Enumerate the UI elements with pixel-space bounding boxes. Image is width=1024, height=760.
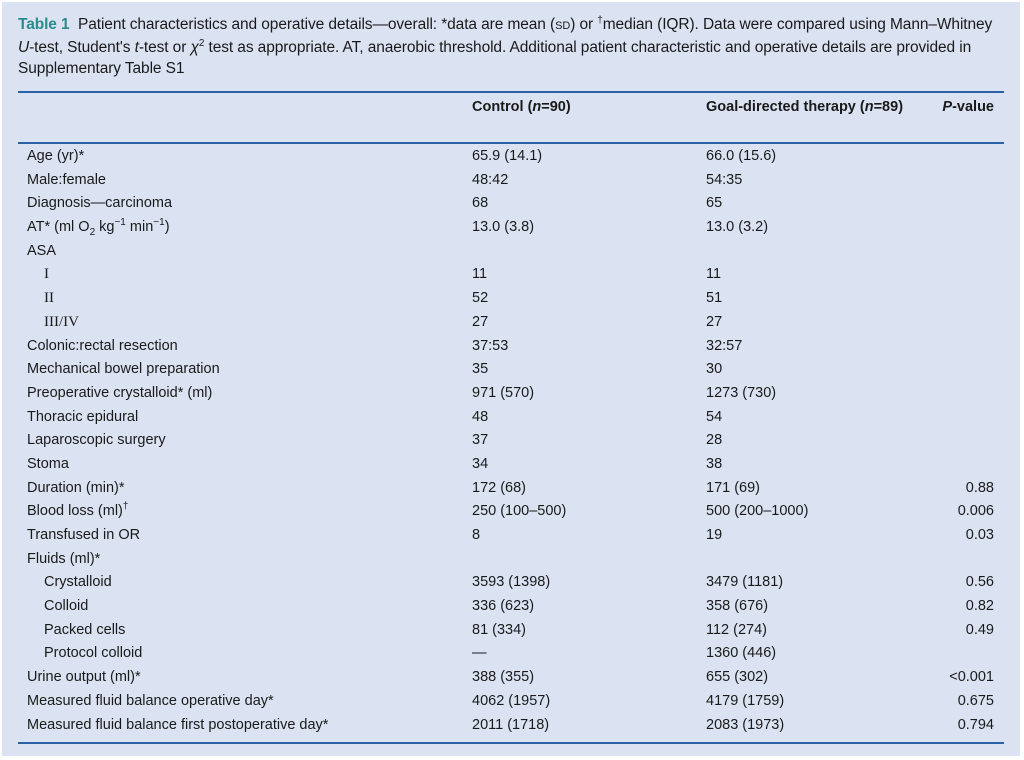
goal-directed-value: 1360 (446) [706,645,777,662]
control-value: 11 [472,266,488,283]
superscript: −1 [153,217,165,229]
control-value: 37:53 [472,337,509,354]
caption-text: -test or [138,39,191,56]
control-value: 8 [472,527,481,543]
row-label: Measured fluid balance first postoperative day* [27,716,329,733]
goal-directed-value: 27 [706,313,723,330]
caption-text: ) or [570,16,598,33]
table-row [2,287,1020,311]
control-value: 336 (623) [472,598,535,615]
p-value: <0.001 [949,669,994,686]
goal-directed-value: 19 [706,527,723,543]
goal-directed-value: 13.0 (3.2) [706,219,769,236]
table-row [2,382,1020,406]
control-value: 37 [472,432,489,449]
p-value: 0.006 [957,503,994,520]
goal-directed-value: 500 (200–1000) [706,503,809,520]
control-value: 48:42 [472,171,509,188]
row-label: Laparoscopic surgery [27,432,166,449]
table-row [2,216,1020,240]
table-row [2,453,1020,477]
p-value: 0.88 [965,479,994,496]
row-label: Fluids (ml)* [27,550,101,567]
row-label: I [44,266,49,283]
goal-directed-value: 28 [706,432,723,449]
table-row [2,619,1020,643]
table-row [2,358,1020,382]
goal-directed-value: 66.0 (15.6) [706,148,777,164]
header-text: =90) [541,99,571,115]
p-value: 0.03 [965,527,994,543]
p-value: 0.56 [965,574,994,591]
header-text: Control ( [472,99,533,115]
table-row [2,192,1020,216]
row-label: Diagnosis—carcinoma [27,195,173,212]
control-value: 34 [472,455,489,472]
row-label: Duration (min)* [27,479,125,496]
header-control [472,97,571,118]
row-label: Transfused in OR [27,527,141,543]
control-value: 388 (355) [472,669,535,686]
goal-directed-value: 358 (676) [706,598,769,615]
table-bottom-rule [18,742,1004,744]
row-label: ASA [27,242,57,259]
goal-directed-value: 32:57 [706,337,743,354]
caption-text: test as appropriate. AT, anaerobic threshold. Additional patient characteristic and operative details are provided in Supplementary Table S1 [18,39,972,77]
p-value: 0.794 [957,716,994,733]
goal-directed-value: 112 (274) [706,621,767,638]
table-row [2,406,1020,430]
header-text: =89) [873,99,904,115]
control-value: 27 [472,313,489,330]
row-label: Mechanical bowel preparation [27,361,220,378]
header-goal-directed [706,97,906,118]
control-value: 35 [472,361,489,378]
table-caption [18,14,1008,79]
control-value: 971 (570) [472,384,535,401]
control-value: 3593 (1398) [472,574,551,591]
caption-text: median (IQR). Data were compared using Mann–Whitney [602,16,993,33]
table-body [2,145,1020,737]
control-value: 81 (334) [472,621,527,638]
row-label: Stoma [27,455,69,472]
caption-chi: χ [190,39,199,56]
header-text: Goal-directed therapy ( [706,99,865,115]
goal-directed-value: 54:35 [706,171,743,188]
table-row [2,169,1020,193]
header-text: -value [952,99,994,115]
header-italic: n [864,99,874,115]
header-p-value [942,97,994,118]
table-row [2,335,1020,359]
row-label: III/IV [44,313,79,330]
row-label: Age (yr)* [27,148,85,164]
row-label: Blood loss (ml)† [27,501,129,520]
row-label: Colonic:rectal resection [27,337,178,354]
goal-directed-value: 54 [706,408,723,425]
table-row [2,595,1020,619]
p-value: 0.49 [965,621,994,638]
control-value: — [472,645,487,662]
caption-sd: SD [555,20,571,32]
goal-directed-value: 65 [706,195,723,212]
control-value: 172 (68) [472,479,527,496]
table-top-rule [18,91,1004,93]
row-label: Measured fluid balance operative day* [27,692,274,709]
superscript: −1 [114,217,126,229]
row-label: Colloid [44,598,89,615]
control-value: 2011 (1718) [472,716,550,733]
table-row [2,429,1020,453]
table-row [2,714,1020,738]
table-label: Table 1 [18,16,70,33]
goal-directed-value: 51 [706,290,723,307]
header-rule [18,142,1004,144]
caption-italic: t [134,39,139,56]
control-value: 250 (100–500) [472,503,567,520]
caption-italic: U [18,39,30,56]
subscript: 2 [89,226,96,238]
control-value: 48 [472,408,489,425]
p-value: 0.675 [957,692,994,709]
control-value: 65.9 (14.1) [472,148,543,164]
goal-directed-value: 11 [706,266,722,283]
superscript: † [122,501,129,513]
goal-directed-value: 4179 (1759) [706,692,785,709]
goal-directed-value: 30 [706,361,723,378]
caption-text: -test, Student's [29,39,135,56]
table-panel [2,2,1020,756]
goal-directed-value: 2083 (1973) [706,716,785,733]
table-row [2,477,1020,501]
row-label: Protocol colloid [44,645,143,662]
control-value: 4062 (1957) [472,692,551,709]
caption-dagger: † [597,14,603,26]
table-row [2,690,1020,714]
table-row [2,263,1020,287]
row-label: Urine output (ml)* [27,669,141,686]
row-label: Male:female [27,171,106,188]
p-value: 0.82 [965,598,994,615]
row-label: Packed cells [44,621,126,638]
table-row [2,666,1020,690]
table-row [2,145,1020,169]
table-row [2,311,1020,335]
control-value: 68 [472,195,489,212]
row-label: II [44,290,54,307]
goal-directed-value: 38 [706,455,723,472]
table-row [2,642,1020,666]
table-row [2,500,1020,524]
row-label: Preoperative crystalloid* (ml) [27,384,213,401]
row-label: AT* (ml $O_2$ $kg^{-1}$ $\min^{-1}$) [27,217,170,238]
table-row [2,524,1020,548]
control-value: 52 [472,290,489,307]
goal-directed-value: 171 (69) [706,479,761,496]
goal-directed-value: 3479 (1181) [706,574,784,591]
table-row [2,548,1020,572]
row-label: Crystalloid [44,574,112,591]
goal-directed-value: 1273 (730) [706,384,777,401]
header-italic: P [942,99,953,115]
caption-text: Patient characteristics and operative details—overall: *data are mean ( [77,16,556,33]
row-label: Thoracic epidural [27,408,139,425]
table-row [2,240,1020,264]
table-row [2,571,1020,595]
header-italic: n [532,99,542,115]
goal-directed-value: 655 (302) [706,669,769,686]
control-value: 13.0 (3.8) [472,219,535,236]
caption-superscript: 2 [198,37,205,49]
